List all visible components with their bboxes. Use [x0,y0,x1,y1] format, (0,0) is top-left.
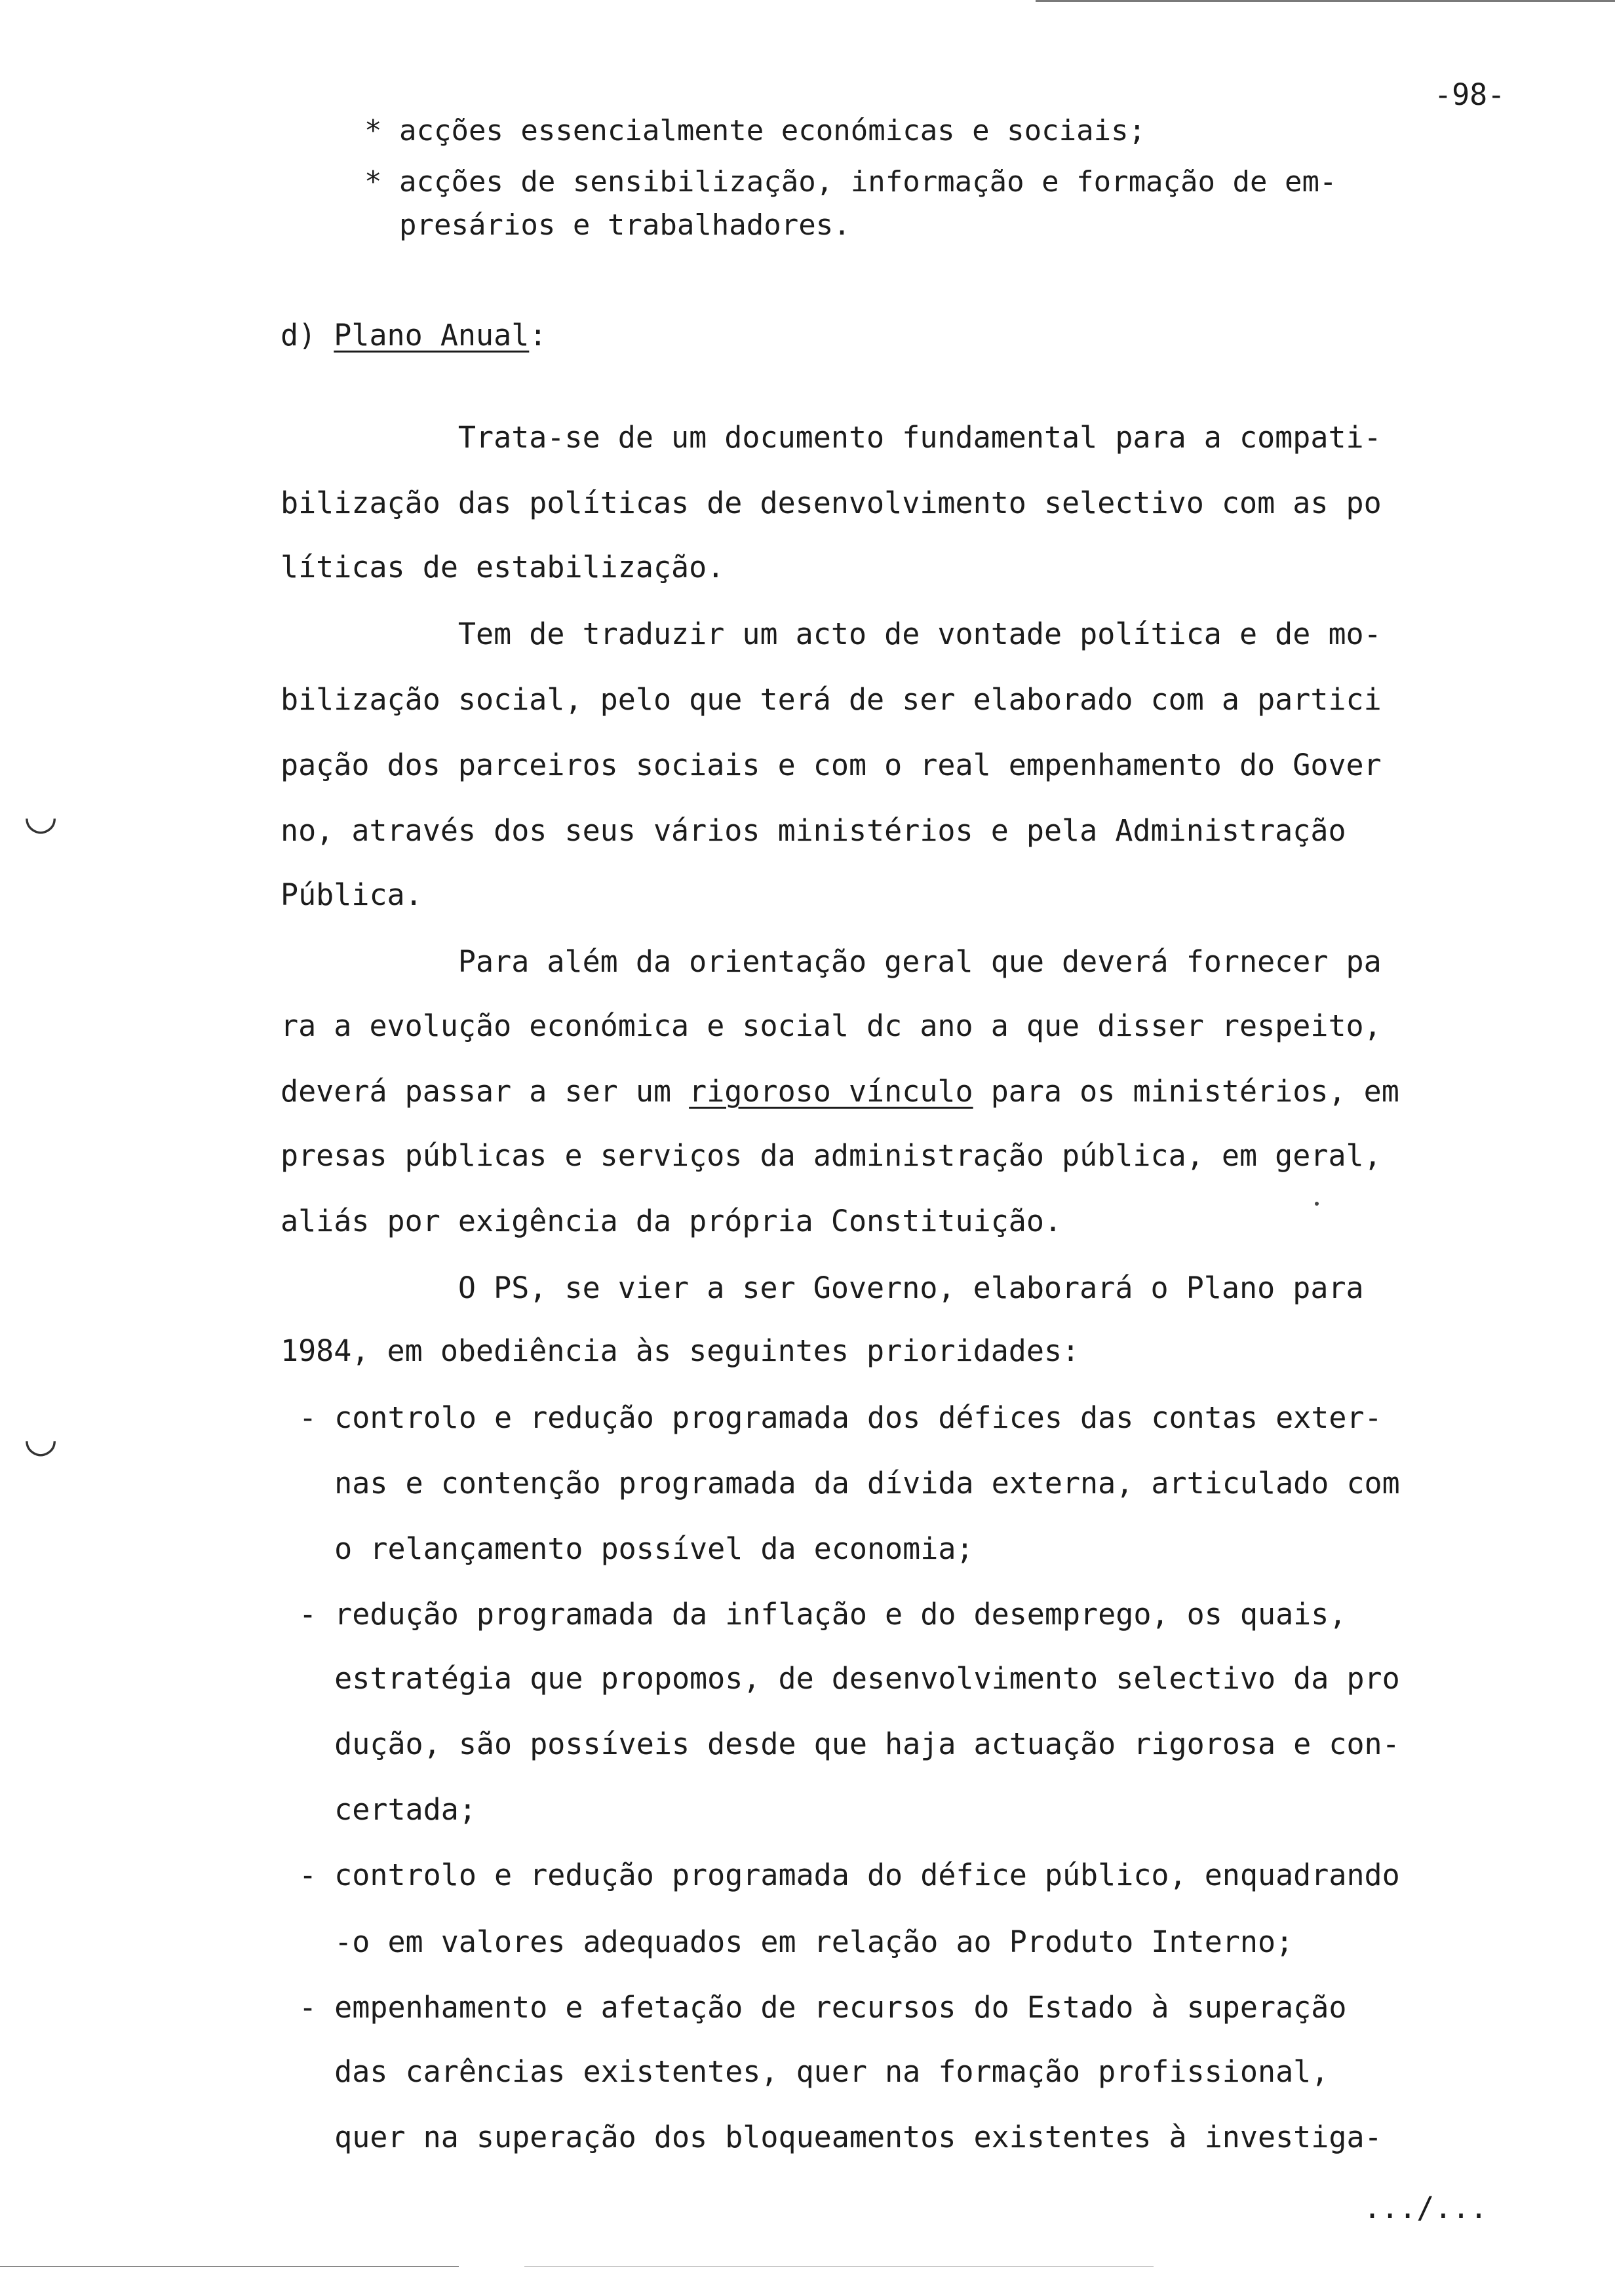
priority-line-7: certada; [299,1792,477,1827]
priority-line-8: - controlo e redução programada do défice público, enquadrando [299,1858,1400,1892]
p3-underlined-phrase: rigoroso vínculo [689,1074,973,1109]
priority-line-11: das carências existentes, quer na formação profissional, [299,2054,1329,2089]
priority-line-2: nas e contenção programada da dívida externa, articulado com [299,1466,1400,1501]
priority-line-9: -o em valores adequados em relação ao Produto Interno; [299,1924,1294,1959]
p4-line-2: 1984, em obediência às seguintes prioridades: [281,1333,1080,1368]
priority-line-6: dução, são possíveis desde que haja actuação rigorosa e con- [299,1727,1400,1761]
section-title: Plano Anual [334,318,530,353]
margin-punch-mark-icon: ◡ [24,1415,58,1461]
bottom-scan-rule [0,2266,459,2267]
section-heading [281,316,547,355]
priority-line-10: - empenhamento e afetação de recursos do Estado à superação [299,1990,1347,2025]
priority-line-5: estratégia que propomos, de desenvolvimento selectivo da pro [299,1661,1400,1696]
page-number: -98- [1434,77,1506,112]
top-rule [1036,0,1615,2]
top-bullet-2: * acções de sensibilização, informação e formação de em- [364,165,1337,199]
continuation-mark: .../... [1363,2191,1488,2225]
p2-line-2: bilização social, pelo que terá de ser elaborado com a partici [281,682,1382,717]
priority-line-12: quer na superação dos bloqueamentos existentes à investiga- [299,2120,1382,2154]
priority-line-3: o relançamento possível da economia; [299,1531,974,1566]
p4-line-1: O PS, se vier a ser Governo, elaborará o Plano para [281,1271,1364,1305]
top-bullet-3: presários e trabalhadores. [364,208,851,242]
p1-line-1: Trata-se de um documento fundamental para a compati- [281,420,1382,455]
p2-line-4: no, através dos seus vários ministérios e pela Administração [281,813,1346,848]
p3-line-3 [281,1072,1399,1111]
p2-line-5: Pública. [281,877,423,912]
p3-line-4: presas públicas e serviços da administração pública, em geral, [281,1138,1382,1173]
p1-line-2: bilização das políticas de desenvolvimento selectivo com as po [281,486,1382,520]
section-prefix: d) [281,318,334,353]
p2-line-1: Tem de traduzir um acto de vontade política e de mo- [281,617,1382,651]
section-suffix: : [529,318,547,353]
bottom-scan-rule-faint [524,2266,1154,2267]
priority-line-4: - redução programada da inflação e do desemprego, os quais, [299,1597,1347,1632]
p3-line-1: Para além da orientação geral que deverá fornecer pa [281,944,1382,979]
ink-speck [1315,1202,1319,1206]
p2-line-3: pação dos parceiros sociais e com o real empenhamento do Gover [281,748,1382,782]
p3-line-3-after: para os ministérios, em [973,1074,1399,1109]
p3-line-2: ra a evolução económica e social dc ano a que disser respeito, [281,1008,1382,1043]
top-bullet-1: * acções essencialmente económicas e sociais; [364,114,1146,147]
p3-line-3-before: deverá passar a ser um [281,1074,690,1109]
p1-line-3: líticas de estabilização. [281,550,725,584]
p3-line-5: aliás por exigência da própria Constituição. [281,1204,1062,1238]
priority-line-1: - controlo e redução programada dos défices das contas exter- [299,1400,1382,1435]
margin-punch-mark-icon: ◡ [24,793,58,839]
